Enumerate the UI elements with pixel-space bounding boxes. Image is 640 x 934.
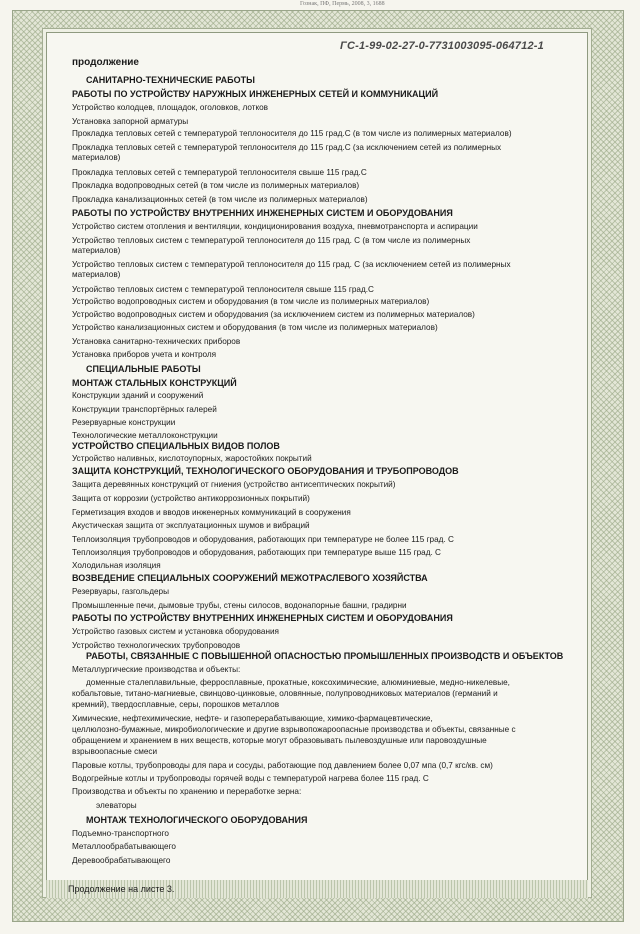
work-item: Металлообрабатывающего: [72, 842, 176, 851]
work-item: Защита от коррозии (устройство антикоррозионных покрытий): [72, 494, 310, 503]
work-item: Защита деревянных конструкций от гниения (устройство антисептических покрытий): [72, 480, 396, 489]
continuation-label: продолжение: [72, 57, 139, 68]
work-item: доменные сталеплавильные, ферросплавные, прокатные, коксохимические, алюминиевые, медно-никелевые,: [86, 678, 510, 687]
work-item: Конструкции зданий и сооружений: [72, 391, 204, 400]
work-item: Устройство тепловых систем с температурой теплоносителя до 115 град. С (за исключением сетей из полимерных: [72, 260, 511, 269]
section-heading: ЗАЩИТА КОНСТРУКЦИЙ, ТЕХНОЛОГИЧЕСКОГО ОБОРУДОВАНИЯ И ТРУБОПРОВОДОВ: [72, 466, 459, 476]
work-item: кобальтовые, титано-магниевые, свинцово-цинковые, оловянные, полупроводниковых материалов (германий и: [72, 689, 498, 698]
printer-imprint: Гознак, ПФ, Пермь, 2008, 3, 1688: [300, 1, 385, 7]
work-item: Паровые котлы, трубопроводы для пара и сосуды, работающие под давлением более 0,07 мпа (0,7 кгс/кв. см): [72, 761, 493, 770]
work-item: Прокладка тепловых сетей с температурой теплоносителя до 115 град.С (в том числе из полимерных материалов): [72, 129, 512, 138]
work-item: Акустическая защита от эксплуатационных шумов и вибраций: [72, 521, 310, 530]
work-item: Производства и объекты по хранению и переработке зерна:: [72, 787, 302, 796]
work-item: Установка санитарно-технических приборов: [72, 337, 241, 346]
section-heading: САНИТАРНО-ТЕХНИЧЕСКИЕ РАБОТЫ: [86, 75, 255, 85]
work-item: Устройство тепловых систем с температурой теплоносителя свыше 115 град.С: [72, 285, 374, 294]
work-item: Прокладка водопроводных сетей (в том числе из полимерных материалов): [72, 181, 360, 190]
continuation-note: Продолжение на листе 3.: [68, 884, 175, 894]
work-item: целлюлозно-бумажные, микробиологические и другие взрывопожароопасные производства и объекты, связанные с: [72, 725, 516, 734]
section-heading: РАБОТЫ ПО УСТРОЙСТВУ ВНУТРЕННИХ ИНЖЕНЕРНЫХ СИСТЕМ И ОБОРУДОВАНИЯ: [72, 613, 453, 623]
work-item: Устройство канализационных систем и оборудования (в том числе из полимерных материалов): [72, 323, 438, 332]
work-item: Установка приборов учета и контроля: [72, 350, 217, 359]
work-item: Прокладка тепловых сетей с температурой теплоносителя свыше 115 град.С: [72, 168, 367, 177]
work-item: Установка запорной арматуры: [72, 117, 189, 126]
section-heading: СПЕЦИАЛЬНЫЕ РАБОТЫ: [86, 364, 201, 374]
section-heading: РАБОТЫ ПО УСТРОЙСТВУ НАРУЖНЫХ ИНЖЕНЕРНЫХ СЕТЕЙ И КОММУНИКАЦИЙ: [72, 89, 439, 99]
section-heading: МОНТАЖ СТАЛЬНЫХ КОНСТРУКЦИЙ: [72, 378, 237, 388]
work-item: Промышленные печи, дымовые трубы, стены силосов, водонапорные башни, градирни: [72, 601, 407, 610]
work-item: Водогрейные котлы и трубопроводы горячей воды с температурой нагрева более 115 град. С: [72, 774, 429, 783]
work-item: Теплоизоляция трубопроводов и оборудования, работающих при температуре не более 115 град. С: [72, 535, 454, 544]
section-heading: УСТРОЙСТВО СПЕЦИАЛЬНЫХ ВИДОВ ПОЛОВ: [72, 441, 280, 451]
work-item: Конструкции транспортёрных галерей: [72, 405, 217, 414]
work-item: Герметизация входов и вводов инженерных коммуникаций в сооружения: [72, 508, 351, 517]
work-item: материалов): [72, 246, 121, 255]
work-item: обращением и хранением в них веществ, которые могут образовывать пылевоздушные или паровоздушные: [72, 736, 487, 745]
work-item: Резервуары, газгольдеры: [72, 587, 169, 596]
work-item: Теплоизоляция трубопроводов и оборудования, работающих при температуре выше 115 град. С: [72, 548, 441, 557]
work-item: Подъемно-транспортного: [72, 829, 169, 838]
work-item: материалов): [72, 153, 121, 162]
work-item: Прокладка канализационных сетей (в том числе из полимерных материалов): [72, 195, 368, 204]
work-item: Устройство систем отопления и вентиляции, кондиционирования воздуха, пневмотранспорта и аспирации: [72, 222, 478, 231]
work-item: Технологические металлоконструкции: [72, 431, 218, 440]
work-item: Устройство газовых систем и установка оборудования: [72, 627, 279, 636]
work-item: Устройство наливных, кислотоупорных, жаростойких покрытий: [72, 454, 312, 463]
work-item: Резервуарные конструкции: [72, 418, 176, 427]
section-heading: МОНТАЖ ТЕХНОЛОГИЧЕСКОГО ОБОРУДОВАНИЯ: [86, 815, 308, 825]
work-item: Устройство водопроводных систем и оборудования (в том числе из полимерных материалов): [72, 297, 430, 306]
work-item: Устройство технологических трубопроводов: [72, 641, 241, 650]
work-item: материалов): [72, 270, 121, 279]
work-item: Устройство водопроводных систем и оборудования (за исключением систем из полимерных материалов): [72, 310, 475, 319]
section-heading: РАБОТЫ ПО УСТРОЙСТВУ ВНУТРЕННИХ ИНЖЕНЕРНЫХ СИСТЕМ И ОБОРУДОВАНИЯ: [72, 208, 453, 218]
work-item: Металлургические производства и объекты:: [72, 665, 241, 674]
series-number: ГС-1-99-02-27-0-7731003095-064712-1: [340, 40, 544, 52]
work-item: Устройство тепловых систем с температурой теплоносителя до 115 град. С (в том числе из полимерных: [72, 236, 471, 245]
work-item: Деревообрабатывающего: [72, 856, 171, 865]
work-item: кремний), твердосплавные, серы, порошков металлов: [72, 700, 280, 709]
section-heading: РАБОТЫ, СВЯЗАННЫЕ С ПОВЫШЕННОЙ ОПАСНОСТЬЮ ПРОМЫШЛЕННЫХ ПРОИЗВОДСТВ И ОБЪЕКТОВ: [86, 651, 564, 661]
work-item: элеваторы: [96, 801, 137, 810]
work-item: взрывоопасные смеси: [72, 747, 158, 756]
work-item: Холодильная изоляция: [72, 561, 161, 570]
section-heading: ВОЗВЕДЕНИЕ СПЕЦИАЛЬНЫХ СООРУЖЕНИЙ МЕЖОТРАСЛЕВОГО ХОЗЯЙСТВА: [72, 573, 428, 583]
work-item: Устройство колодцев, площадок, оголовков, лотков: [72, 103, 269, 112]
work-item: Химические, нефтехимические, нефте- и газоперерабатывающие, химико-фармацевтические,: [72, 714, 433, 723]
work-item: Прокладка тепловых сетей с температурой теплоносителя до 115 град.С (за исключением сетей из полимерных: [72, 143, 502, 152]
